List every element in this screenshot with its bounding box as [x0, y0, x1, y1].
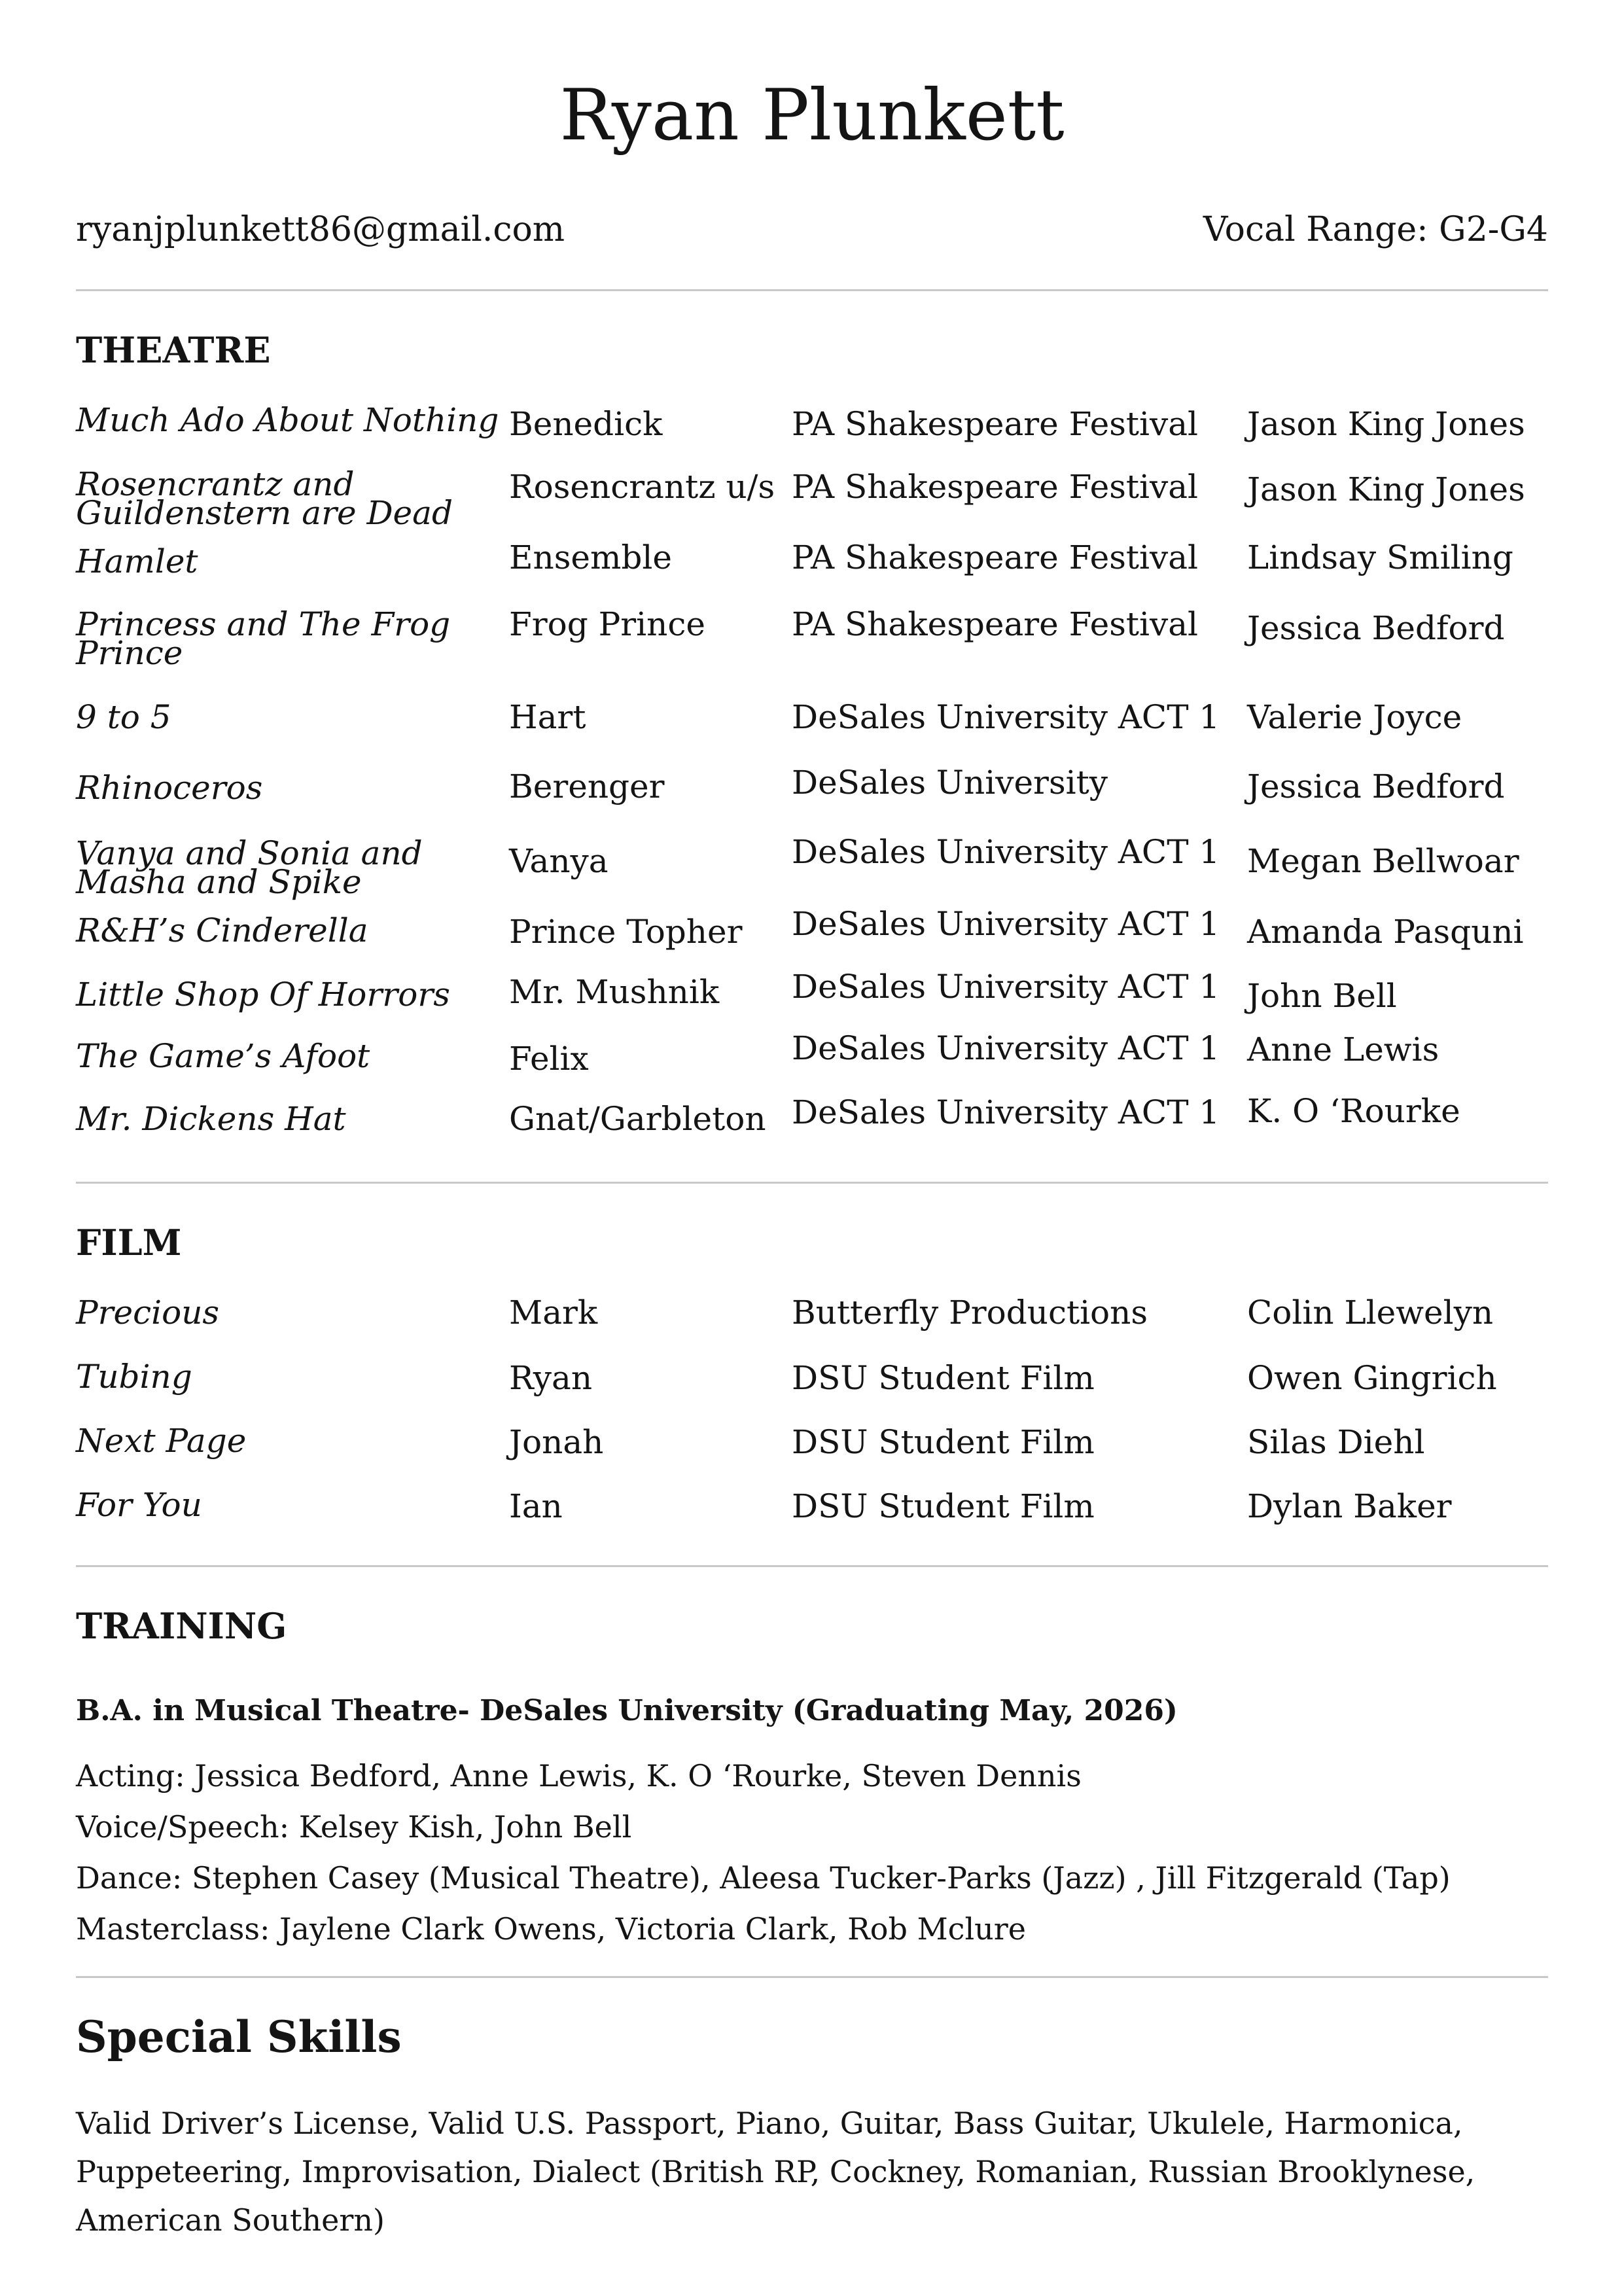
director: Colin Llewelyn — [1247, 1294, 1494, 1332]
contact-line — [76, 207, 1548, 253]
training-acting: Acting: Jessica Bedford, Anne Lewis, K. O ‘Rourke, Steven Dennis — [76, 1758, 1082, 1793]
director: Jessica Bedford — [1247, 768, 1505, 805]
role: Mark — [509, 1294, 598, 1332]
role: Gnat/Garbleton — [509, 1100, 766, 1138]
role: Mr. Mushnik — [509, 973, 720, 1011]
show-title: Mr. Dickens Hat — [76, 1100, 346, 1138]
director: Megan Bellwoar — [1247, 842, 1519, 880]
company: DeSales University ACT 1 — [792, 833, 1220, 871]
director: Amanda Pasquni — [1247, 913, 1524, 951]
director: Dylan Baker — [1247, 1487, 1452, 1525]
director: Owen Gingrich — [1247, 1359, 1497, 1397]
role: Ensemble — [509, 539, 672, 576]
role: Felix — [509, 1040, 589, 1078]
company: DeSales University ACT 1 — [792, 1093, 1220, 1131]
company: PA Shakespeare Festival — [792, 468, 1198, 506]
role: Vanya — [509, 842, 609, 880]
show-title: For You — [76, 1486, 202, 1524]
role: Hart — [509, 698, 586, 736]
training-masterclass: Masterclass: Jaylene Clark Owens, Victoria Clark, Rob Mclure — [76, 1911, 1026, 1947]
director: Valerie Joyce — [1247, 698, 1462, 736]
divider — [76, 1182, 1548, 1184]
company: DeSales University — [792, 764, 1108, 802]
director: Silas Diehl — [1247, 1423, 1425, 1461]
role: Frog Prince — [509, 605, 705, 643]
director: K. O ‘Rourke — [1247, 1092, 1460, 1130]
show-title: Precious — [76, 1294, 220, 1332]
email-address: ryanjplunkett86@gmail.com — [76, 210, 565, 249]
company: DeSales University ACT 1 — [792, 905, 1220, 943]
company: DeSales University ACT 1 — [792, 698, 1220, 736]
show-title: Tubing — [76, 1358, 192, 1396]
role: Berenger — [509, 768, 665, 805]
special-skills-text: Valid Driver’s License, Valid U.S. Passport, Piano, Guitar, Bass Guitar, Ukulele, Harmonica, Puppeteering, Improvisation, Dialect (British RP, Cockney, Romanian, Russian Brooklynese, American Southern) — [76, 2106, 1475, 2238]
show-title: 9 to 5 — [76, 698, 171, 736]
show-title: Little Shop Of Horrors — [76, 976, 450, 1014]
company: DeSales University ACT 1 — [792, 968, 1220, 1006]
show-title: Vanya and Sonia and Masha and Spike — [76, 834, 423, 901]
show-title: Next Page — [76, 1422, 247, 1460]
role: Jonah — [509, 1423, 604, 1461]
company: PA Shakespeare Festival — [792, 539, 1198, 576]
show-title: The Game’s Afoot — [76, 1037, 370, 1075]
theatre-heading: THEATRE — [76, 329, 271, 371]
director: Jason King Jones — [1247, 405, 1525, 443]
director: Jessica Bedford — [1247, 609, 1505, 647]
show-title: R&H’s Cinderella — [76, 911, 368, 949]
role: Rosencrantz u/s — [509, 468, 775, 506]
training-dance: Dance: Stephen Casey (Musical Theatre), Aleesa Tucker-Parks (Jazz) , Jill Fitzgerald (Tap) — [76, 1860, 1451, 1896]
divider — [76, 289, 1548, 291]
director: Lindsay Smiling — [1247, 539, 1513, 576]
resume-name: Ryan Plunkett — [559, 75, 1065, 156]
company: DSU Student Film — [792, 1423, 1095, 1461]
company: DSU Student Film — [792, 1487, 1095, 1525]
company: PA Shakespeare Festival — [792, 605, 1198, 643]
show-title: Rosencrantz and Guildenstern are Dead — [76, 465, 453, 532]
vocal-range: Vocal Range: G2-G4 — [1203, 210, 1548, 249]
role: Benedick — [509, 405, 663, 443]
role: Ryan — [509, 1359, 593, 1397]
training-heading: TRAINING — [76, 1605, 287, 1647]
director: Anne Lewis — [1247, 1031, 1439, 1069]
special-skills-heading: Special Skills — [76, 2011, 402, 2062]
director: John Bell — [1247, 977, 1397, 1015]
film-heading: FILM — [76, 1222, 182, 1263]
divider — [76, 1976, 1548, 1978]
company: DSU Student Film — [792, 1359, 1095, 1397]
degree: B.A. in Musical Theatre- DeSales University (Graduating May, 2026) — [76, 1694, 1178, 1727]
show-title: Princess and The Frog Prince — [76, 605, 451, 672]
company: PA Shakespeare Festival — [792, 405, 1198, 443]
director: Jason King Jones — [1247, 470, 1525, 508]
training-voice: Voice/Speech: Kelsey Kish, John Bell — [76, 1809, 632, 1845]
company: DeSales University ACT 1 — [792, 1029, 1220, 1067]
company: Butterfly Productions — [792, 1294, 1148, 1332]
role: Ian — [509, 1487, 563, 1525]
show-title: Hamlet — [76, 542, 198, 580]
role: Prince Topher — [509, 913, 743, 951]
divider — [76, 1565, 1548, 1567]
show-title: Rhinoceros — [76, 769, 263, 807]
show-title: Much Ado About Nothing — [76, 401, 499, 439]
